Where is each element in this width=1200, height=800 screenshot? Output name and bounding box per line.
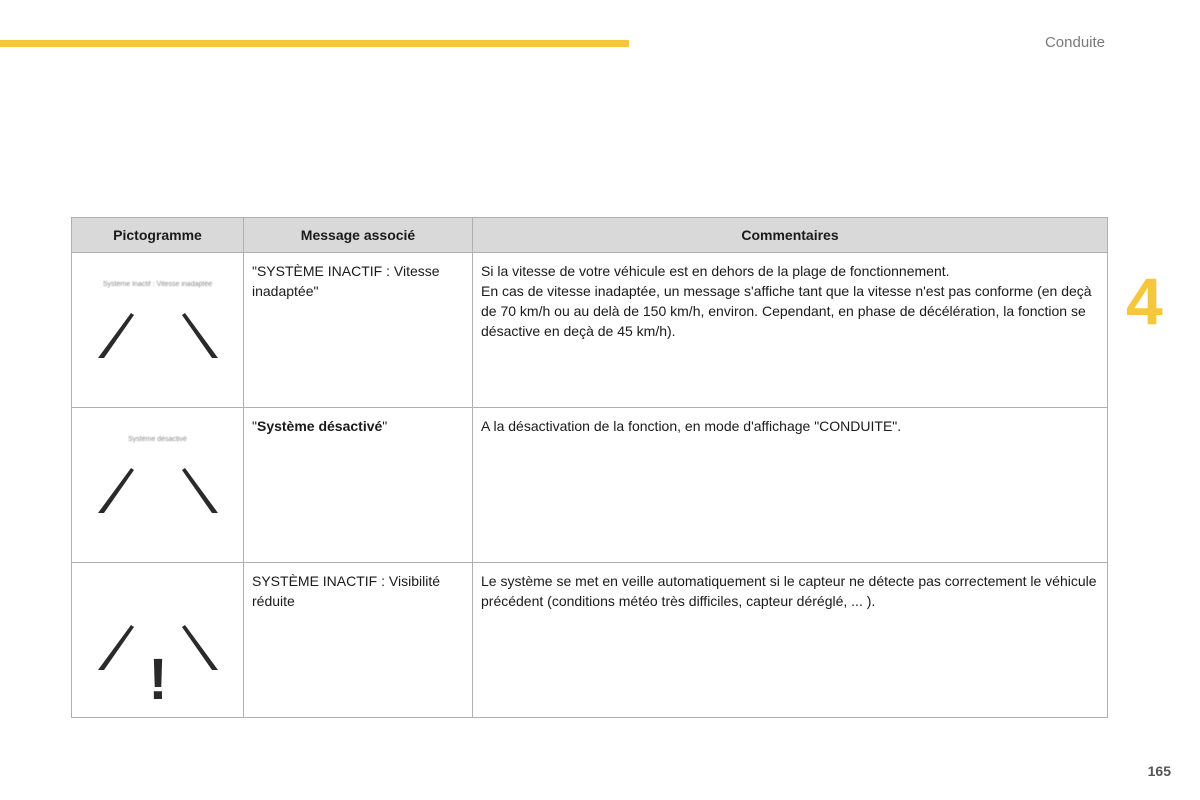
message-prefix: " — [252, 418, 257, 434]
comment-line: A la désactivation de la fonction, en mode d'affichage "CONDUITE". — [481, 418, 902, 434]
table-row — [72, 563, 1108, 718]
chapter-number: 4 — [1126, 264, 1163, 338]
lane-lines-warning-icon — [90, 623, 226, 703]
comment-line: Le système se met en veille automatiquement si le capteur ne détecte pas correctement le véhicule précédent (conditions météo très difficiles, capteur déréglé, ... ). — [481, 573, 1097, 609]
column-header-message: Message associé — [244, 218, 473, 253]
lane-lines-icon — [90, 311, 226, 359]
pictogram-cell — [72, 563, 244, 718]
column-header-comments: Commentaires — [473, 218, 1108, 253]
pictogram-cell — [72, 408, 244, 563]
comment-cell — [473, 408, 1108, 563]
comment-line: En cas de vitesse inadaptée, un message s'affiche tant que la vitesse n'est pas conforme (en deçà de 70 km/h ou au delà de 150 km/h, environ. Cependant, en phase de décélération, la fonction se désactive en deçà de 45 km/h). — [481, 283, 1092, 339]
pictogram-caption: Système Inactif : Vitesse inadaptée — [102, 281, 213, 288]
page-number: 165 — [1147, 763, 1171, 779]
message-bold: Système désactivé — [256, 418, 383, 434]
header-accent-bar — [0, 40, 629, 47]
pictogram-cell — [72, 253, 244, 408]
table-row — [72, 408, 1108, 563]
warning-exclamation: ! — [148, 647, 168, 703]
table-row — [72, 253, 1108, 408]
comment-line: Si la vitesse de votre véhicule est en dehors de la plage de fonctionnement. — [481, 263, 950, 279]
message-cell: "SYSTÈME INACTIF : Vitesse inadaptée" — [244, 253, 473, 408]
comment-cell — [473, 563, 1108, 718]
lane-lines-icon — [90, 466, 226, 514]
message-cell: SYSTÈME INACTIF : Visibilité réduite — [244, 563, 473, 718]
table-header-row — [72, 218, 1108, 253]
message-suffix: " — [382, 418, 388, 434]
comment-cell — [473, 253, 1108, 408]
pictogram-caption: Système désactivé — [128, 436, 187, 443]
section-title: Conduite — [1044, 34, 1105, 51]
pictogram-table — [71, 217, 1108, 718]
column-header-pictogram: Pictogramme — [72, 218, 244, 253]
message-cell — [244, 408, 473, 563]
